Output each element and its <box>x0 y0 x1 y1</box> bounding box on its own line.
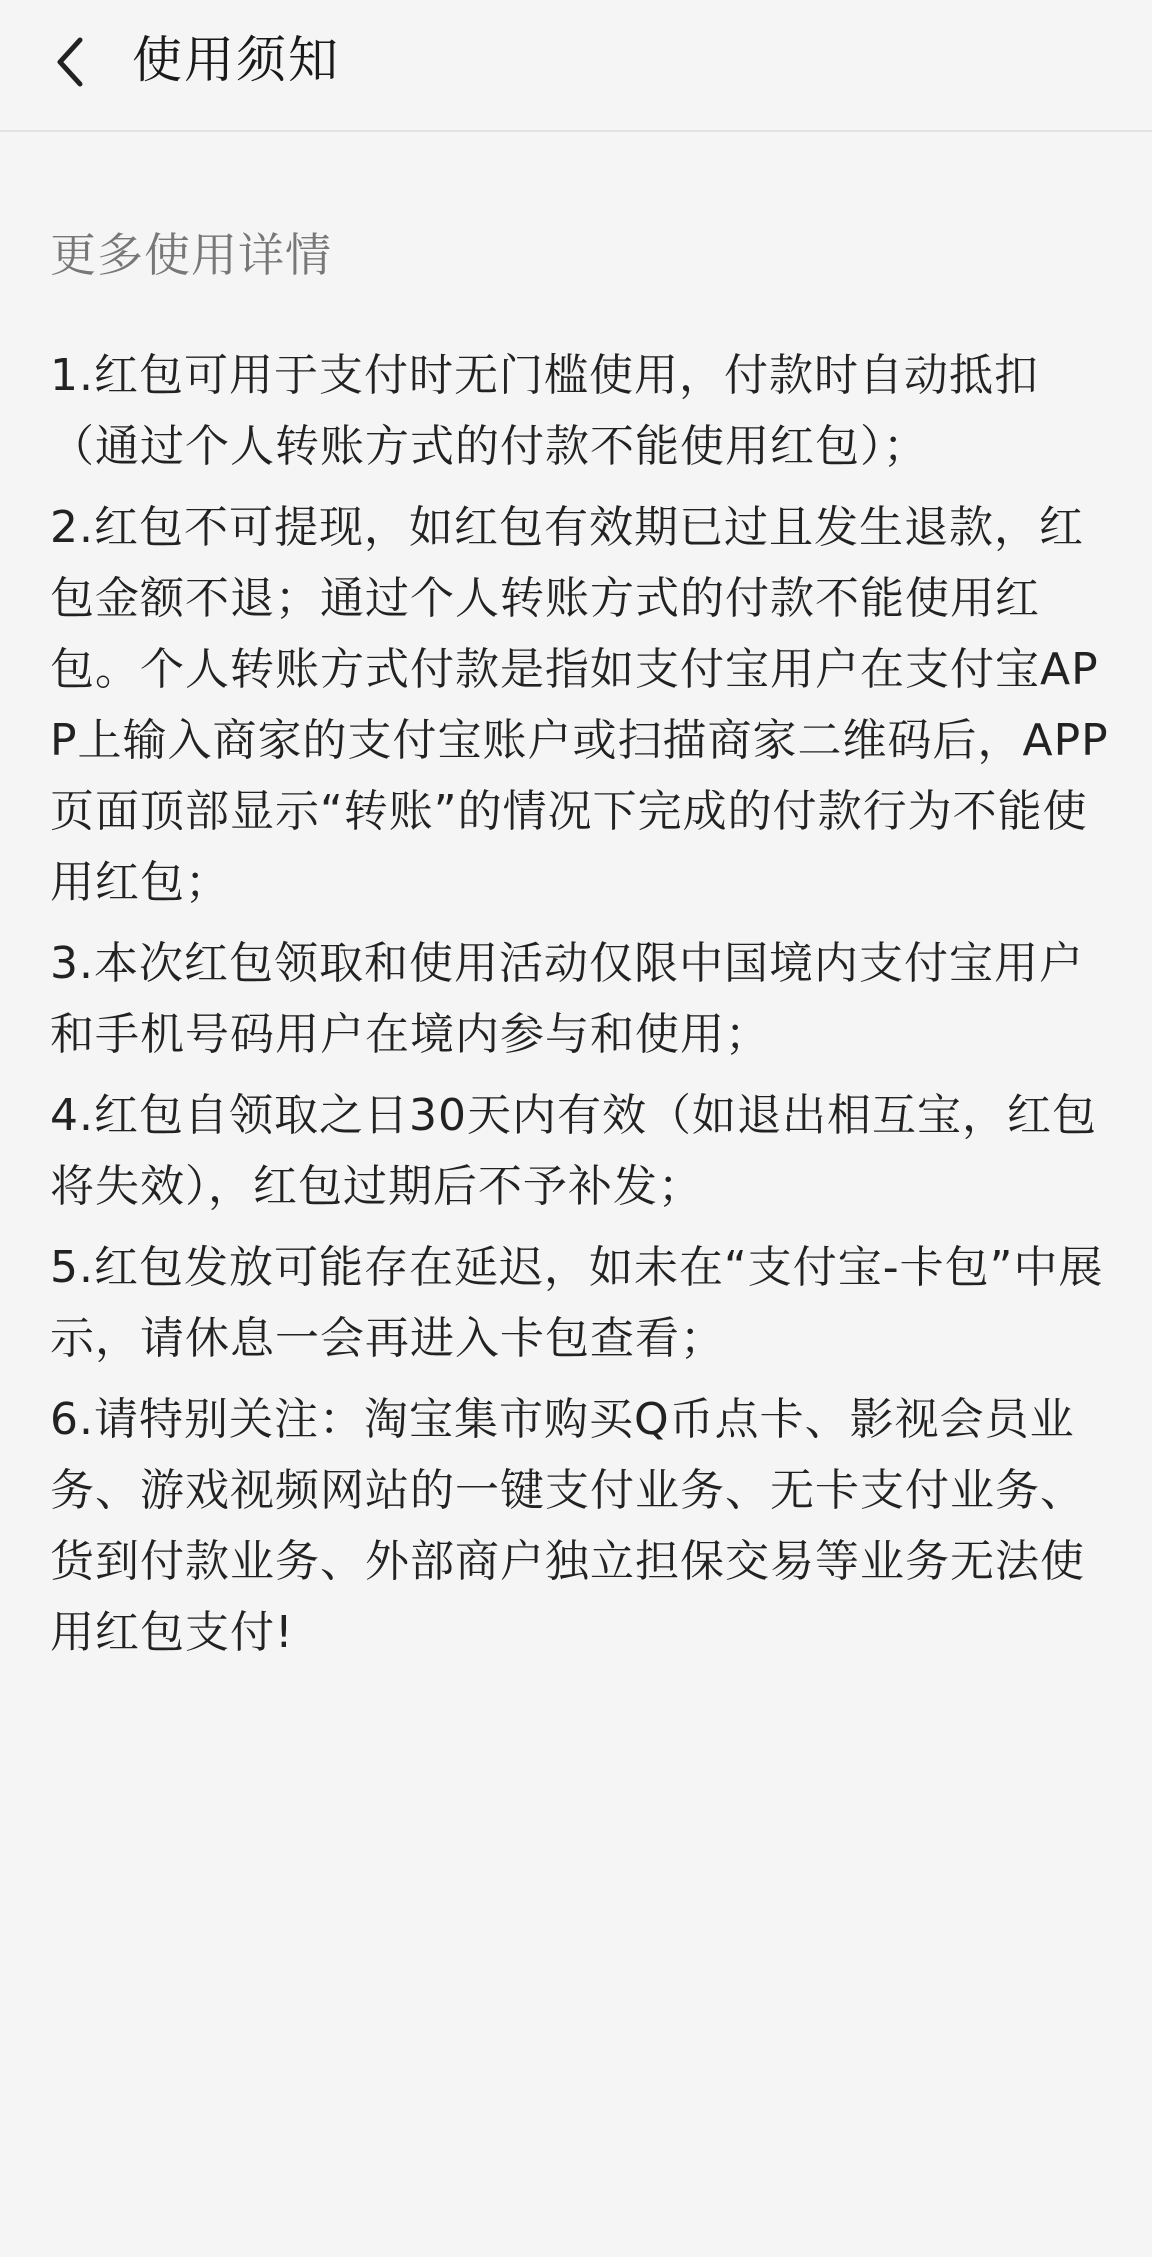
top-navigation-bar <box>0 0 1152 132</box>
notice-list <box>50 340 1110 1668</box>
chevron-left-icon <box>50 32 90 92</box>
notice-item-6: 6.请特别关注：淘宝集市购买Q币点卡、影视会员业务、游戏视频网站的一键支付业务、无卡支付业务、货到付款业务、外部商户独立担保交易等业务无法使用红包支付! <box>50 1394 1085 1658</box>
notice-item-4: 4.红包自领取之日30天内有效（如退出相互宝，红包将失效），红包过期后不予补发； <box>50 1090 1097 1212</box>
page-title: 使用须知 <box>132 31 340 89</box>
notice-item-3: 3.本次红包领取和使用活动仅限中国境内支付宝用户和手机号码用户在境内参与和使用； <box>50 938 1084 1060</box>
notice-item-5: 5.红包发放可能存在延迟，如未在“支付宝-卡包”中展示，请休息一会再进入卡包查看； <box>50 1242 1104 1364</box>
notice-content <box>50 220 1110 1678</box>
back-button[interactable] <box>30 20 110 104</box>
notice-item-2: 2.红包不可提现，如红包有效期已过且发生退款，红包金额不退；通过个人转账方式的付款不能使用红包。个人转账方式付款是指如支付宝用户在支付宝APP上输入商家的支付宝账户或扫描商家二维码后，APP页面顶部显示“转账”的情况下完成的付款行为不能使用红包； <box>50 502 1109 908</box>
notice-item-1: 1.红包可用于支付时无门槛使用，付款时自动抵扣（通过个人转账方式的付款不能使用红包）； <box>50 350 1039 472</box>
section-heading: 更多使用详情 <box>50 228 332 282</box>
